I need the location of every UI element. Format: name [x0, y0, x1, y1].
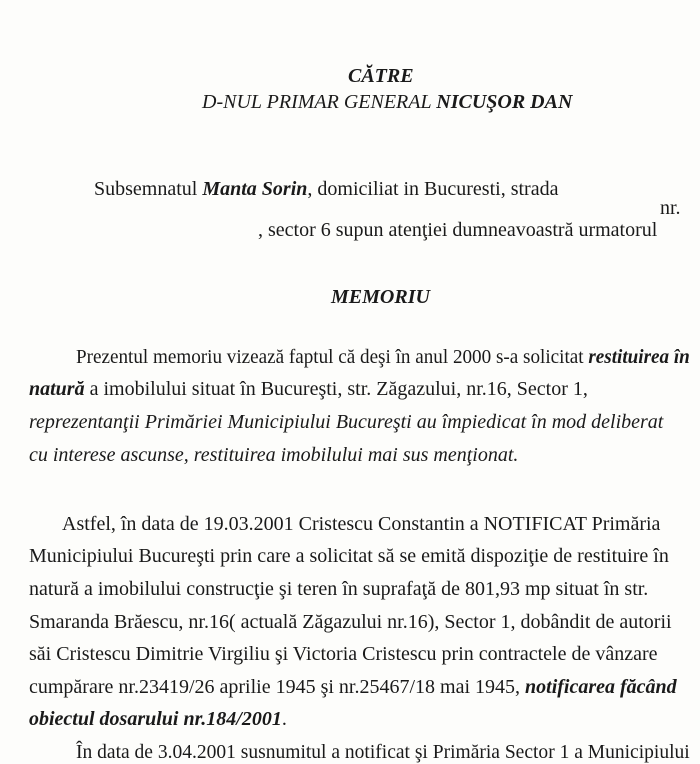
addressee-line	[202, 90, 572, 114]
para2-line-5: săi Cristescu Dimitrie Virgiliu şi Victoria Cristescu prin contractele de vânzare	[29, 643, 658, 665]
addressee-heading: CĂTRE	[348, 65, 414, 87]
para2-line-6	[29, 675, 677, 699]
document-title: MEMORIU	[331, 286, 430, 308]
para2-emphasis-dosar: obiectul dosarului nr.184/2001	[29, 708, 282, 730]
para1-line-3: reprezentanţii Primăriei Municipiului Bucureşti au împiedicat în mod deliberat	[29, 411, 664, 433]
para1-emphasis: restituirea în	[588, 346, 690, 368]
intro-domicile: , domiciliat in Bucuresti, strada	[307, 178, 559, 200]
para3-line-1: În data de 3.04.2001 susnumitul a notificat şi Primăria Sector 1 a Municipiului	[76, 741, 690, 763]
intro-subsemnatul: Subsemnatul	[94, 178, 203, 200]
para1-text: Prezentul memoriu vizează faptul că deşi în anul 2000 s-a solicitat	[76, 346, 589, 368]
intro-line-1	[94, 177, 558, 201]
para1-line-1	[76, 345, 690, 369]
para2-line-7	[29, 707, 287, 731]
para2-line-4: Smaranda Brăescu, nr.16( actuală Zăgazului nr.16), Sector 1, dobândit de autorii	[29, 611, 672, 633]
para2-period: .	[281, 708, 287, 730]
para2-emphasis: notificarea făcând	[525, 676, 677, 698]
para1-text-2: a imobilului situat în Bucureşti, str. Zăgazului, nr.16, Sector 1,	[84, 378, 588, 400]
para1-line-2	[29, 377, 588, 401]
addressee-name: NICUŞOR DAN	[436, 91, 573, 113]
intro-nr: nr.	[660, 197, 681, 219]
para2-line-3: natură a imobilului construcţie şi teren în suprafaţă de 801,93 mp situat în str.	[29, 578, 649, 600]
intro-line-2: , sector 6 supun atenţiei dumneavoastră urmatorul	[258, 219, 658, 241]
para2-text-6: cumpărare nr.23419/26 aprilie 1945 şi nr.25467/18 mai 1945,	[29, 676, 526, 698]
addressee-title: D-NUL PRIMAR GENERAL	[202, 91, 437, 113]
para1-emphasis-natura: natură	[29, 378, 85, 400]
para2-line-2: Municipiului Bucureşti prin care a solicitat să se emită dispoziţie de restituire în	[29, 545, 669, 567]
para2-line-1: Astfel, în data de 19.03.2001 Cristescu Constantin a NOTIFICAT Primăria	[62, 513, 661, 535]
para1-line-4: cu interese ascunse, restituirea imobilului mai sus menţionat.	[29, 444, 519, 466]
petitioner-name: Manta Sorin	[202, 178, 308, 200]
